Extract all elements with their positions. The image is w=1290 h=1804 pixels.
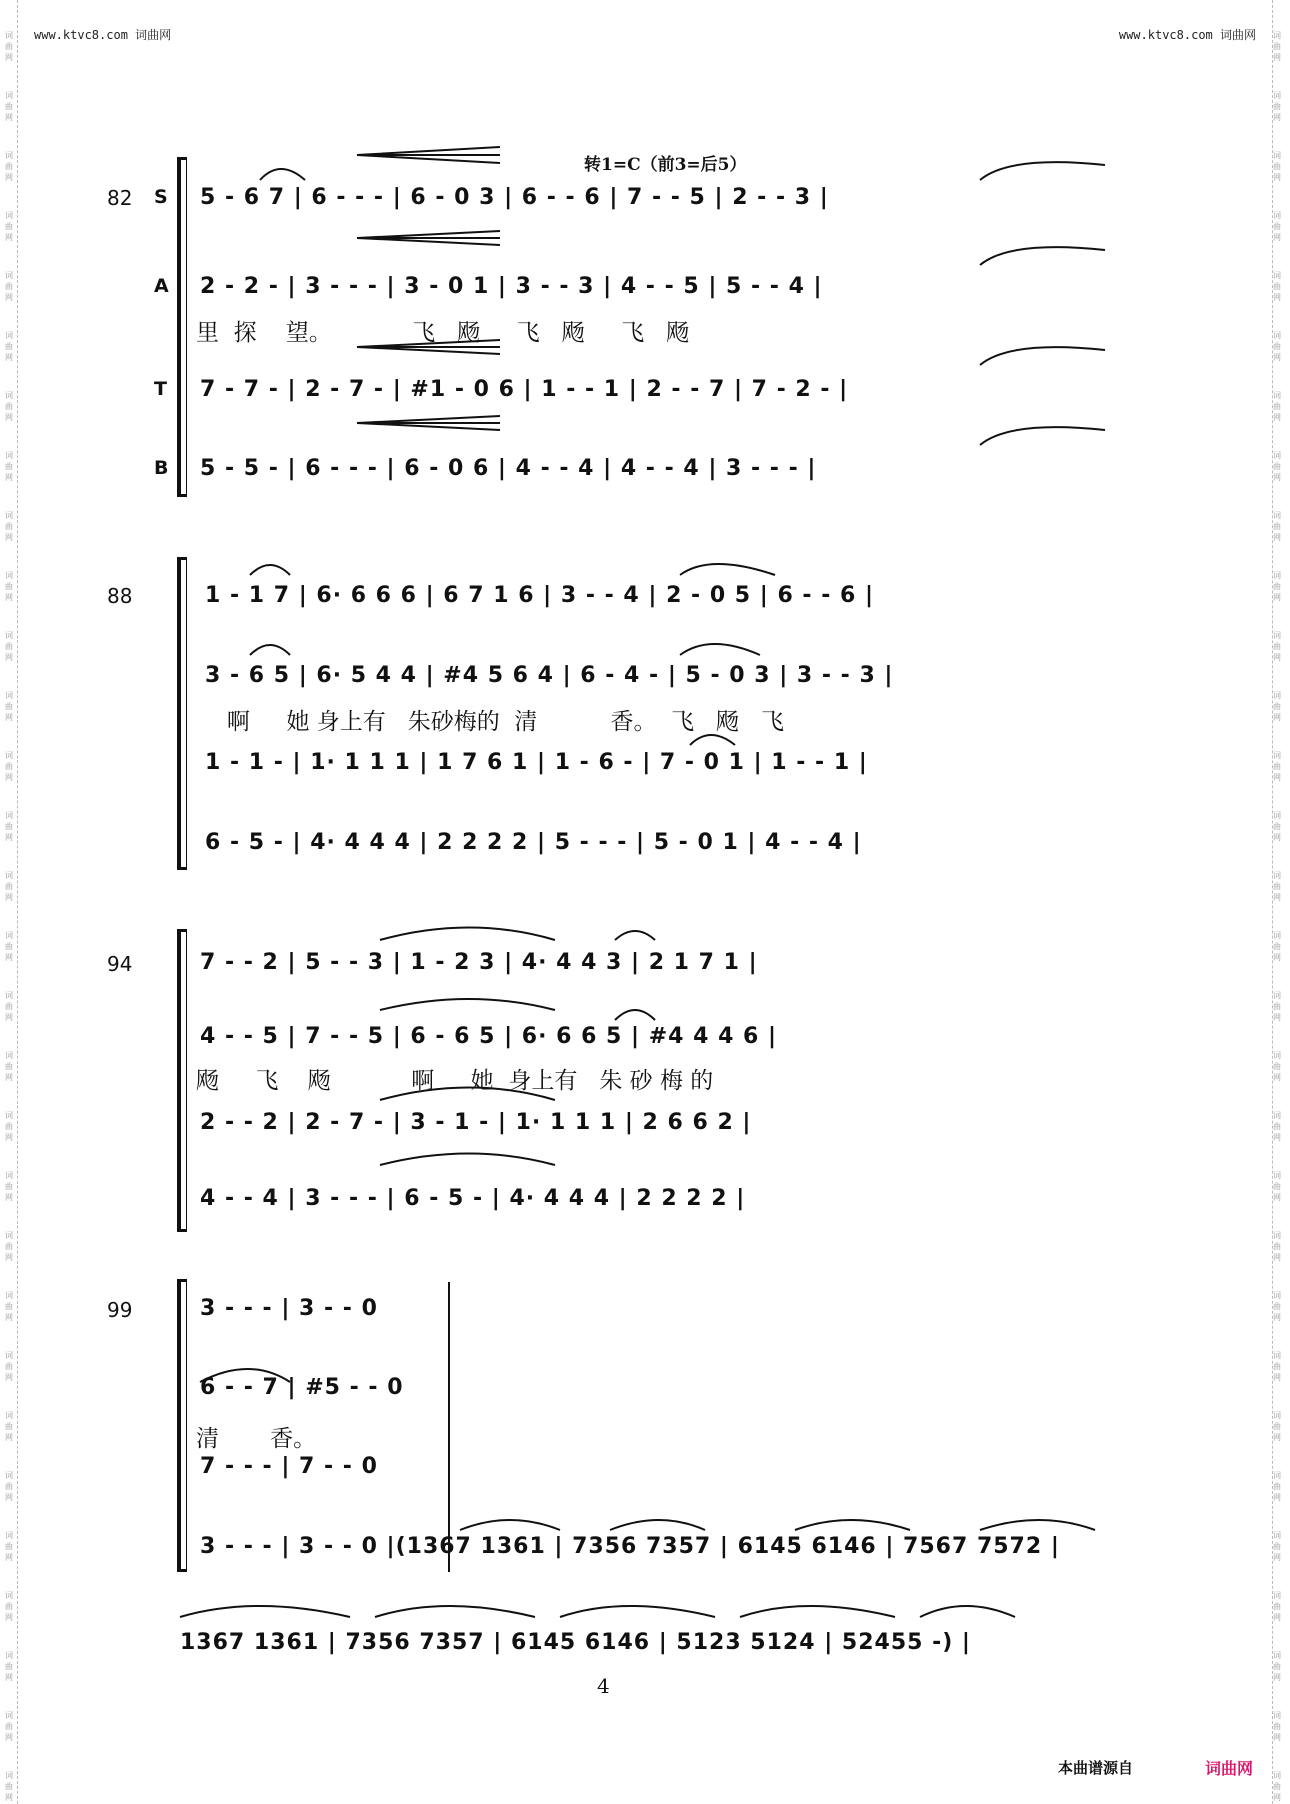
alto-line: 6 - - 7 | #5 - - 0 [200, 1375, 404, 1400]
bass-line: 5 - 5 - | 6 - - - | 6 - 0 6 | 4 - - 4 | 4 - - 4 | 3 - - - | [200, 456, 817, 481]
side-watermark-mark: 词 曲 网 [1273, 1591, 1281, 1622]
side-watermark-mark: 词 曲 网 [5, 871, 13, 902]
side-watermark-mark: 词 曲 网 [5, 1651, 13, 1682]
side-watermark-mark: 词 曲 网 [5, 391, 13, 422]
lyric-line: 清 香。 [196, 1426, 317, 1452]
footer-brand-link[interactable]: 词曲网 [1205, 1759, 1254, 1778]
measure-number: 94 [107, 952, 133, 976]
side-watermark-mark: 词 曲 网 [1273, 211, 1281, 242]
side-watermark-mark: 词 曲 网 [5, 1351, 13, 1382]
alto-line: 4 - - 5 | 7 - - 5 | 6 - 6 5 | 6· 6 6 5 | #4 4 4 6 | [200, 1024, 778, 1049]
side-watermark-mark: 词 曲 网 [1273, 31, 1281, 62]
side-watermark-mark: 词 曲 网 [1273, 451, 1281, 482]
side-watermark-mark: 词 曲 网 [1273, 511, 1281, 542]
tenor-line: 7 - - - | 7 - - 0 [200, 1454, 378, 1479]
side-watermark-mark: 词 曲 网 [1273, 1711, 1281, 1742]
side-watermark-mark: 词 曲 网 [1273, 1411, 1281, 1442]
measure-number: 88 [107, 584, 133, 608]
system-bracket [177, 160, 181, 497]
alto-line: 3 - 6 5 | 6· 5 4 4 | #4 5 6 4 | 6 - 4 - | 5 - 0 3 | 3 - - 3 | [205, 663, 894, 688]
coda-line: 1367 1361 | 7356 7357 | 6145 6146 | 5123 5124 | 52455 -) | [180, 1630, 971, 1655]
side-watermark-mark: 词 曲 网 [1273, 1051, 1281, 1082]
lyric-line: 里 探 望。 飞 飏 飞 飏 飞 飏 [196, 320, 690, 346]
left-margin-rule [17, 0, 18, 1804]
page-number: 4 [597, 1674, 610, 1698]
side-watermark-mark: 词 曲 网 [5, 751, 13, 782]
side-watermark-mark: 词 曲 网 [5, 511, 13, 542]
system-bracket-thin [186, 932, 187, 1232]
side-watermark-mark: 词 曲 网 [1273, 331, 1281, 362]
lyric-line: 飏 飞 飏 啊 她 身上有 朱 砂 梅 的 [196, 1068, 714, 1094]
side-watermark-mark: 词 曲 网 [1273, 931, 1281, 962]
alto-line: 2 - 2 - | 3 - - - | 3 - 0 1 | 3 - - 3 | 4 - - 5 | 5 - - 4 | [200, 274, 823, 299]
side-watermark-mark: 词 曲 网 [5, 931, 13, 962]
side-watermark-mark: 词 曲 网 [5, 91, 13, 122]
side-watermark-mark: 词 曲 网 [1273, 811, 1281, 842]
side-watermark-mark: 词 曲 网 [5, 1411, 13, 1442]
side-watermark-mark: 词 曲 网 [5, 331, 13, 362]
lyric-line: 啊 她 身上有 朱砂梅的 清 香。 飞 飏 飞 [205, 709, 784, 735]
side-watermark-mark: 词 曲 网 [1273, 1351, 1281, 1382]
system-bracket [177, 1282, 181, 1572]
tenor-line: 2 - - 2 | 2 - 7 - | 3 - 1 - | 1· 1 1 1 | 2 6 6 2 | [200, 1110, 752, 1135]
side-watermark-mark: 词 曲 网 [5, 631, 13, 662]
side-watermark-mark: 词 曲 网 [5, 211, 13, 242]
side-watermark-mark: 词 曲 网 [5, 991, 13, 1022]
side-watermark-mark: 词 曲 网 [1273, 1171, 1281, 1202]
side-watermark-mark: 词 曲 网 [5, 691, 13, 722]
side-watermark-mark: 词 曲 网 [1273, 151, 1281, 182]
voice-label-tenor: T [154, 378, 167, 400]
key-change-marking: 转1=C（前3=后5） [584, 155, 747, 175]
side-watermark-mark: 词 曲 网 [5, 571, 13, 602]
side-watermark-mark: 词 曲 网 [1273, 391, 1281, 422]
side-watermark-mark: 词 曲 网 [5, 1591, 13, 1622]
side-watermark-mark: 词 曲 网 [1273, 991, 1281, 1022]
voice-label-soprano: S [154, 186, 168, 208]
soprano-line: 5 - 6 7 | 6 - - - | 6 - 0 3 | 6 - - 6 | 7 - - 5 | 2 - - 3 | [200, 185, 829, 210]
side-watermark-mark: 词 曲 网 [1273, 871, 1281, 902]
side-watermark-mark: 词 曲 网 [5, 1771, 13, 1802]
side-watermark-mark: 词 曲 网 [5, 151, 13, 182]
side-watermark-mark: 词 曲 网 [1273, 1231, 1281, 1262]
side-watermark-mark: 词 曲 网 [1273, 1651, 1281, 1682]
side-watermark-mark: 词 曲 网 [1273, 1771, 1281, 1802]
side-watermark-mark: 词 曲 网 [5, 1531, 13, 1562]
coda-slurs [175, 1595, 1115, 1635]
side-watermark-mark: 词 曲 网 [5, 1051, 13, 1082]
system-bracket-thin [186, 1282, 187, 1572]
measure-number: 99 [107, 1298, 133, 1322]
side-watermark-mark: 词 曲 网 [1273, 1531, 1281, 1562]
soprano-line: 1 - 1 7 | 6· 6 6 6 | 6 7 1 6 | 3 - - 4 | 2 - 0 5 | 6 - - 6 | [205, 583, 875, 608]
tenor-line: 7 - 7 - | 2 - 7 - | #1 - 0 6 | 1 - - 1 | 2 - - 7 | 7 - 2 - | [200, 377, 849, 402]
system-bracket-thin [186, 560, 187, 870]
side-watermark-mark: 词 曲 网 [5, 451, 13, 482]
side-watermark-mark: 词 曲 网 [1273, 1111, 1281, 1142]
side-watermark-mark: 词 曲 网 [5, 271, 13, 302]
system-bracket [177, 560, 181, 870]
side-watermark-mark: 词 曲 网 [5, 31, 13, 62]
side-watermark-mark: 词 曲 网 [1273, 1291, 1281, 1322]
header-left-site: www.ktvc8.com 词曲网 [34, 28, 172, 42]
system-bracket-thin [186, 160, 187, 497]
bass-line: 4 - - 4 | 3 - - - | 6 - 5 - | 4· 4 4 4 | 2 2 2 2 | [200, 1186, 746, 1211]
tenor-line: 1 - 1 - | 1· 1 1 1 | 1 7 6 1 | 1 - 6 - | 7 - 0 1 | 1 - - 1 | [205, 750, 868, 775]
side-watermark-mark: 词 曲 网 [5, 1711, 13, 1742]
footer-source-label: 本曲谱源自 [1058, 1759, 1134, 1777]
side-watermark-mark: 词 曲 网 [1273, 571, 1281, 602]
side-watermark-mark: 词 曲 网 [5, 1231, 13, 1262]
soprano-line: 3 - - - | 3 - - 0 [200, 1296, 378, 1321]
side-watermark-mark: 词 曲 网 [1273, 271, 1281, 302]
side-watermark-mark: 词 曲 网 [1273, 751, 1281, 782]
side-watermark-mark: 词 曲 网 [5, 1111, 13, 1142]
header-right-site: www.ktvc8.com 词曲网 [1118, 28, 1256, 42]
side-watermark-mark: 词 曲 网 [1273, 631, 1281, 662]
soprano-line: 7 - - 2 | 5 - - 3 | 1 - 2 3 | 4· 4 4 3 | 2 1 7 1 | [200, 950, 758, 975]
side-watermark-mark: 词 曲 网 [1273, 91, 1281, 122]
voice-label-alto: A [154, 275, 169, 297]
side-watermark-mark: 词 曲 网 [5, 811, 13, 842]
measure-number: 82 [107, 186, 133, 210]
voice-label-bass: B [154, 457, 169, 479]
side-watermark-mark: 词 曲 网 [5, 1291, 13, 1322]
side-watermark-mark: 词 曲 网 [5, 1171, 13, 1202]
side-watermark-mark: 词 曲 网 [5, 1471, 13, 1502]
side-watermark-mark: 词 曲 网 [1273, 1471, 1281, 1502]
side-watermark-mark: 词 曲 网 [1273, 691, 1281, 722]
bass-line: 3 - - - | 3 - - 0 |(1367 1361 | 7356 7357 | 6145 6146 | 7567 7572 | [200, 1534, 1060, 1559]
bass-line: 6 - 5 - | 4· 4 4 4 | 2 2 2 2 | 5 - - - | 5 - 0 1 | 4 - - 4 | [205, 830, 862, 855]
system-bracket [177, 932, 181, 1232]
